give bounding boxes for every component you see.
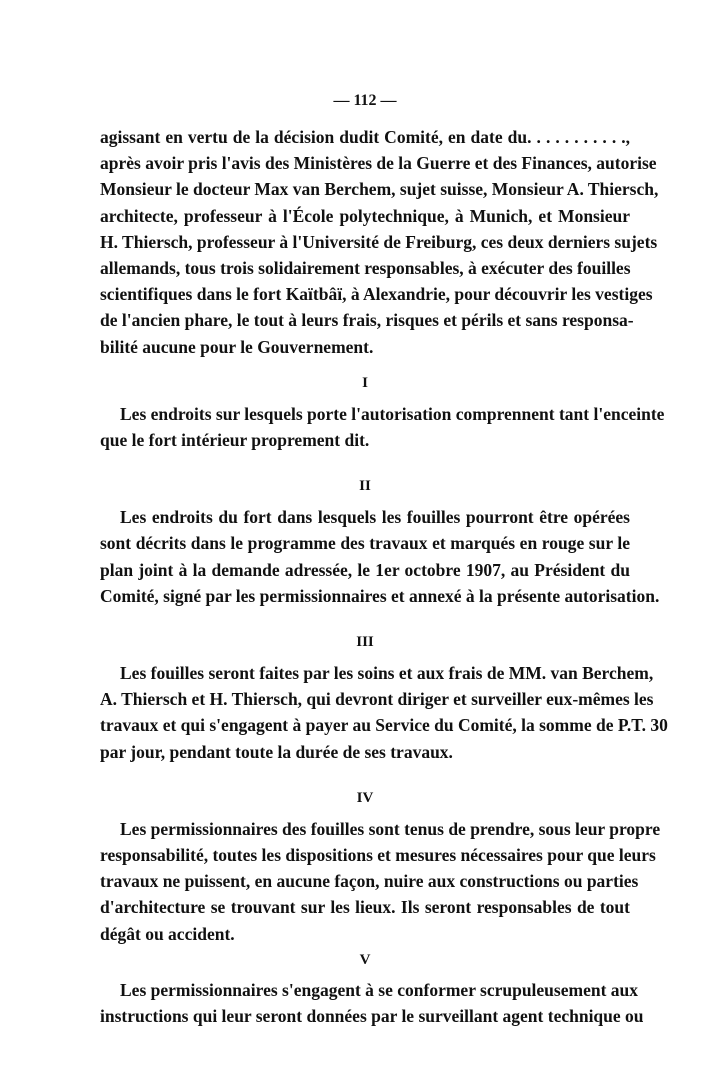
text-line: H. Thiersch, professeur à l'Université de Freiburg, ces deux derniers sujets	[100, 231, 658, 252]
text-line: agissant en vertu de la décision dudit Comité, en date du. . . . . . . . . . .,	[100, 127, 630, 147]
text-line: Les endroits sur lesquels porte l'autorisation comprennent tant l'enceinte	[120, 403, 665, 424]
document-page	[100, 88, 668, 1029]
text-line: bilité aucune pour le Gouvernement.	[100, 336, 374, 357]
text-line: allemands, tous trois solidairement responsables, à exécuter des fouilles	[100, 258, 631, 279]
text-line: A. Thiersch et H. Thiersch, qui devront diriger et surveiller eux-mêmes les	[100, 689, 654, 710]
section-i-paragraph	[100, 401, 665, 453]
section-ii-paragraph	[100, 504, 660, 609]
page-number: — 112 —	[333, 92, 397, 109]
text-line: sont décrits dans le programme des travaux et marqués en rouge sur le	[100, 533, 630, 554]
section-heading-iii: III	[356, 634, 374, 651]
text-line: Les endroits du fort dans lesquels les fouilles pourront être opérées	[120, 507, 630, 528]
text-line: Monsieur le docteur Max van Berchem, sujet suisse, Monsieur A. Thiersch,	[100, 179, 659, 200]
text-line: dégât ou accident.	[100, 923, 235, 944]
text-line: Les permissionnaires s'engagent à se conformer scrupuleusement aux	[120, 979, 639, 1000]
text-line: plan joint à la demande adressée, le 1er octobre 1907, au Président du	[100, 559, 630, 580]
section-heading-i: I	[362, 374, 368, 391]
section-iii-paragraph	[100, 660, 668, 765]
text-line: après avoir pris l'avis des Ministères de la Guerre et des Finances, autorise	[100, 153, 657, 174]
section-heading-v: V	[359, 951, 371, 968]
text-line: Les permissionnaires des fouilles sont tenus de prendre, sous leur propre	[120, 818, 661, 839]
section-iv-paragraph	[100, 816, 661, 947]
text-line: Comité, signé par les permissionnaires et annexé à la présente autorisation.	[100, 585, 660, 606]
text-line: travaux et qui s'engagent à payer au Service du Comité, la somme de P.T. 30	[100, 715, 668, 736]
section-heading-ii: II	[359, 478, 371, 495]
text-line: architecte, professeur à l'École polytechnique, à Munich, et Monsieur	[100, 205, 630, 226]
text-line: travaux ne puissent, en aucune façon, nuire aux constructions ou parties	[100, 871, 639, 892]
text-line: instructions qui leur seront données par le surveillant agent technique ou	[100, 1006, 644, 1027]
text-line: de l'ancien phare, le tout à leurs frais, risques et périls et sans responsa-	[100, 310, 634, 331]
text-line: Les fouilles seront faites par les soins et aux frais de MM. van Berchem,	[120, 663, 654, 684]
text-line: que le fort intérieur proprement dit.	[100, 430, 370, 451]
text-line: par jour, pendant toute la durée de ses travaux.	[100, 741, 453, 762]
section-heading-iv: IV	[356, 789, 374, 806]
text-line: responsabilité, toutes les dispositions et mesures nécessaires pour que leurs	[100, 845, 656, 866]
text-line: d'architecture se trouvant sur les lieux. Ils seront responsables de tout	[100, 897, 630, 918]
text-line: scientifiques dans le fort Kaïtbâï, à Alexandrie, pour découvrir les vestiges	[100, 284, 653, 305]
opening-paragraph	[100, 124, 659, 360]
section-v-paragraph	[100, 977, 644, 1029]
